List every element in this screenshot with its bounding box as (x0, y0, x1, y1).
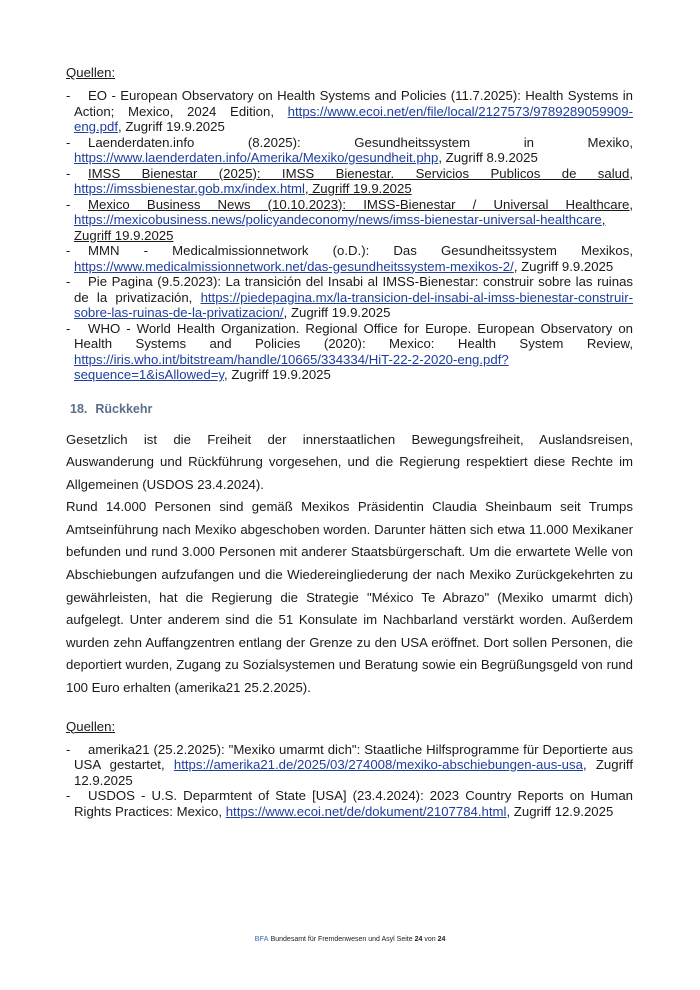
source-item: - EO - European Observatory on Health Systems and Policies (11.7.2025): Health Systems in Action; Mexico, 2024 Edition, https://www.ecoi.net/en/file/local/2127573/9789289059909-eng.pdf, Zugriff 19.9.2025 (66, 88, 633, 134)
source-item: - Pie Pagina (9.5.2023): La transición del Insabi al IMSS-Bienestar: construir sobre las ruinas de la privatización, https://piedepagina.mx/la-transicion-del-insabi-al-imss-bienestar-construir-sobre-las-ruinas-de-la-privatizacion/, Zugriff 19.9.2025 (66, 274, 633, 320)
source-item: - MMN - Medicalmissionnetwork (o.D.): Das Gesundheitssystem Mexikos, https://www.medicalmissionnetwork.net/das-gesundheitssystem-mexikos-2/, Zugriff 9.9.2025 (66, 243, 633, 274)
source-link[interactable]: https://www.medicalmissionnetwork.net/das-gesundheitssystem-mexikos-2/ (74, 258, 514, 274)
source-text: Laenderdaten.info (8.2025): Gesundheitssystem in Mexiko, (88, 134, 633, 150)
source-link[interactable]: https://imssbienestar.gob.mx/index.html (74, 181, 305, 196)
source-link[interactable]: https://amerika21.de/2025/03/274008/mexiko-abschiebungen-aus-usa (173, 757, 583, 773)
source-text: IMSS Bienestar (2025): IMSS Bienestar. Servicios Publicos de salud, (88, 165, 633, 181)
section-title: Rückkehr (95, 401, 153, 416)
source-access-date: , Zugriff 19.9.2025 (283, 305, 391, 320)
footer-org: Bundesamt für Fremdenwesen und Asyl (270, 936, 395, 943)
section-number: 18. (70, 401, 88, 416)
source-link[interactable]: https://piedepagina.mx/la-transicion-del-insabi-al-imss-bienestar-construir-sobre-las-ruinas-de-la-privatizacion/ (74, 289, 633, 320)
source-access-date: , Zugriff 19.9.2025 (224, 367, 331, 382)
footer-page-number: 24 (414, 936, 423, 943)
source-access-date: , Zugriff 9.9.2025 (513, 258, 614, 274)
source-text: amerika21 (25.2.2025): "Mexiko umarmt dich": Staatliche Hilfsprogramme für Deportierte aus USA gestartet, (74, 741, 633, 773)
footer-page-label: Seite (396, 936, 413, 943)
source-item: - IMSS Bienestar (2025): IMSS Bienestar. Servicios Publicos de salud, https://imssbienestar.gob.mx/index.html, Zugriff 19.9.2025 (66, 165, 633, 196)
body-paragraph: Gesetzlich ist die Freiheit der innerstaatlichen Bewegungsfreiheit, Auslandsreisen, Auswanderung und Rückführung vorgesehen, und die Regierung respektiert diese Rechte im Allgemeinen (USDOS 23.4.2024). (66, 431, 633, 492)
source-text: EO - European Observatory on Health Systems and Policies (11.7.2025): Health Systems in Action; Mexico, 2024 Edition, (74, 88, 633, 119)
footer-of-label: von (424, 936, 436, 943)
body-paragraph: Rund 14.000 Personen sind gemäß Mexikos Präsidentin Claudia Sheinbaum seit Trumps Amtseinführung nach Mexiko abgeschoben worden. Darunter hätten sich etwa 11.000 Mexikaner befunden und rund 3.000 Personen mit anderer Staatsbürgerschaft. Um die erwartete Welle von Abschiebungen aufzufangen und die Wiedereingliederung der nach Mexiko Zurückgekehrten zu gewährleisten, hat die Regierung die Strategie "México Te Abrazo" (Mexiko umarmt dich) aufgelegt. Unter anderem sind die 51 Konsulate im Nachbarland verstärkt worden. Außerdem wurden zehn Auffangzentren entlang der Grenze zu den USA eröffnet. Dort sollen Personen, die deportiert wurden, Zugang zu Sozialsystemen und Beratung sowie ein Begrüßungsgeld von rund 100 Euro erhalten (amerika21 25.2.2025). (66, 499, 633, 696)
source-link[interactable]: https://iris.who.int/bitstream/handle/10665/334334/HiT-22-2-2020-eng.pdf?sequence=1&isAllowed=y (74, 351, 509, 382)
footer-page-total: 24 (437, 936, 446, 943)
source-link[interactable]: https://mexicobusiness.news/policyandeconomy/news/imss-bienestar-universal-healthcare (74, 212, 602, 227)
source-item: - Mexico Business News (10.10.2023): IMSS-Bienestar / Universal Healthcare, https://mexicobusiness.news/policyandeconomy/news/imss-bienestar-universal-healthcare, Zugriff 19.9.2025 (66, 196, 633, 243)
source-text: Mexico Business News (10.10.2023): IMSS-Bienestar / Universal Healthcare, (88, 196, 633, 212)
sources-heading: Quellen: (66, 718, 116, 734)
source-link[interactable]: https://www.ecoi.net/en/file/local/2127573/9789289059909-eng.pdf (74, 103, 633, 134)
source-text: WHO - World Health Organization. Regional Office for Europe. European Observatory on Health Systems and Policies (2020): Mexico: Health System Review, (74, 320, 633, 351)
source-item: - WHO - World Health Organization. Regional Office for Europe. European Observatory on Health Systems and Policies (2020): Mexico: Health System Review, https://iris.who.int/bitstream/handle/10665/334334/HiT-22-2-2020-eng.pdf?sequence=1&isAllowed=y, Zugriff 19.9.2025 (66, 320, 633, 382)
source-text: USDOS - U.S. Deparmtent of State [USA] (23.4.2024): 2023 Country Reports on Human Rights Practices: Mexico, (74, 788, 633, 819)
source-item: - USDOS - U.S. Deparmtent of State [USA] (23.4.2024): 2023 Country Reports on Human Rights Practices: Mexico, https://www.ecoi.net/de/dokument/2107784.html, Zugriff 12.9.2025 (66, 788, 633, 819)
source-access-date: , Zugriff 19.9.2025 (74, 212, 606, 243)
source-access-date: , Zugriff 12.9.2025 (506, 803, 614, 819)
source-text: MMN - Medicalmissionnetwork (o.D.): Das Gesundheitssystem Mexikos, (88, 243, 633, 258)
source-access-date: , Zugriff 12.9.2025 (74, 757, 633, 788)
page-footer (0, 936, 700, 943)
source-item: - amerika21 (25.2.2025): "Mexiko umarmt dich": Staatliche Hilfsprogramme für Deportierte aus USA gestartet, https://amerika21.de/2025/03/274008/mexiko-abschiebungen-aus-usa, Zugriff 12.9.2025 (66, 741, 633, 788)
section-heading (70, 401, 633, 417)
sources-list (66, 88, 633, 383)
sources-heading: Quellen: (66, 65, 116, 80)
source-access-date: , Zugriff 19.9.2025 (304, 181, 412, 196)
source-access-date: , Zugriff 8.9.2025 (438, 150, 538, 165)
source-text: Pie Pagina (9.5.2023): La transición del Insabi al IMSS-Bienestar: construir sobre las ruinas de la privatización, (74, 274, 633, 305)
bfa-logo: BFA (254, 936, 269, 943)
page-content (66, 64, 633, 819)
sources-list (66, 742, 633, 820)
source-item: - Laenderdaten.info (8.2025): Gesundheitssystem in Mexiko, https://www.laenderdaten.info/Amerika/Mexiko/gesundheit.php, Zugriff 8.9.2025 (66, 134, 633, 165)
source-access-date: , Zugriff 19.9.2025 (118, 119, 225, 134)
source-link[interactable]: https://www.ecoi.net/de/dokument/2107784.html (225, 803, 507, 819)
source-link[interactable]: https://www.laenderdaten.info/Amerika/Mexiko/gesundheit.php (74, 150, 439, 165)
